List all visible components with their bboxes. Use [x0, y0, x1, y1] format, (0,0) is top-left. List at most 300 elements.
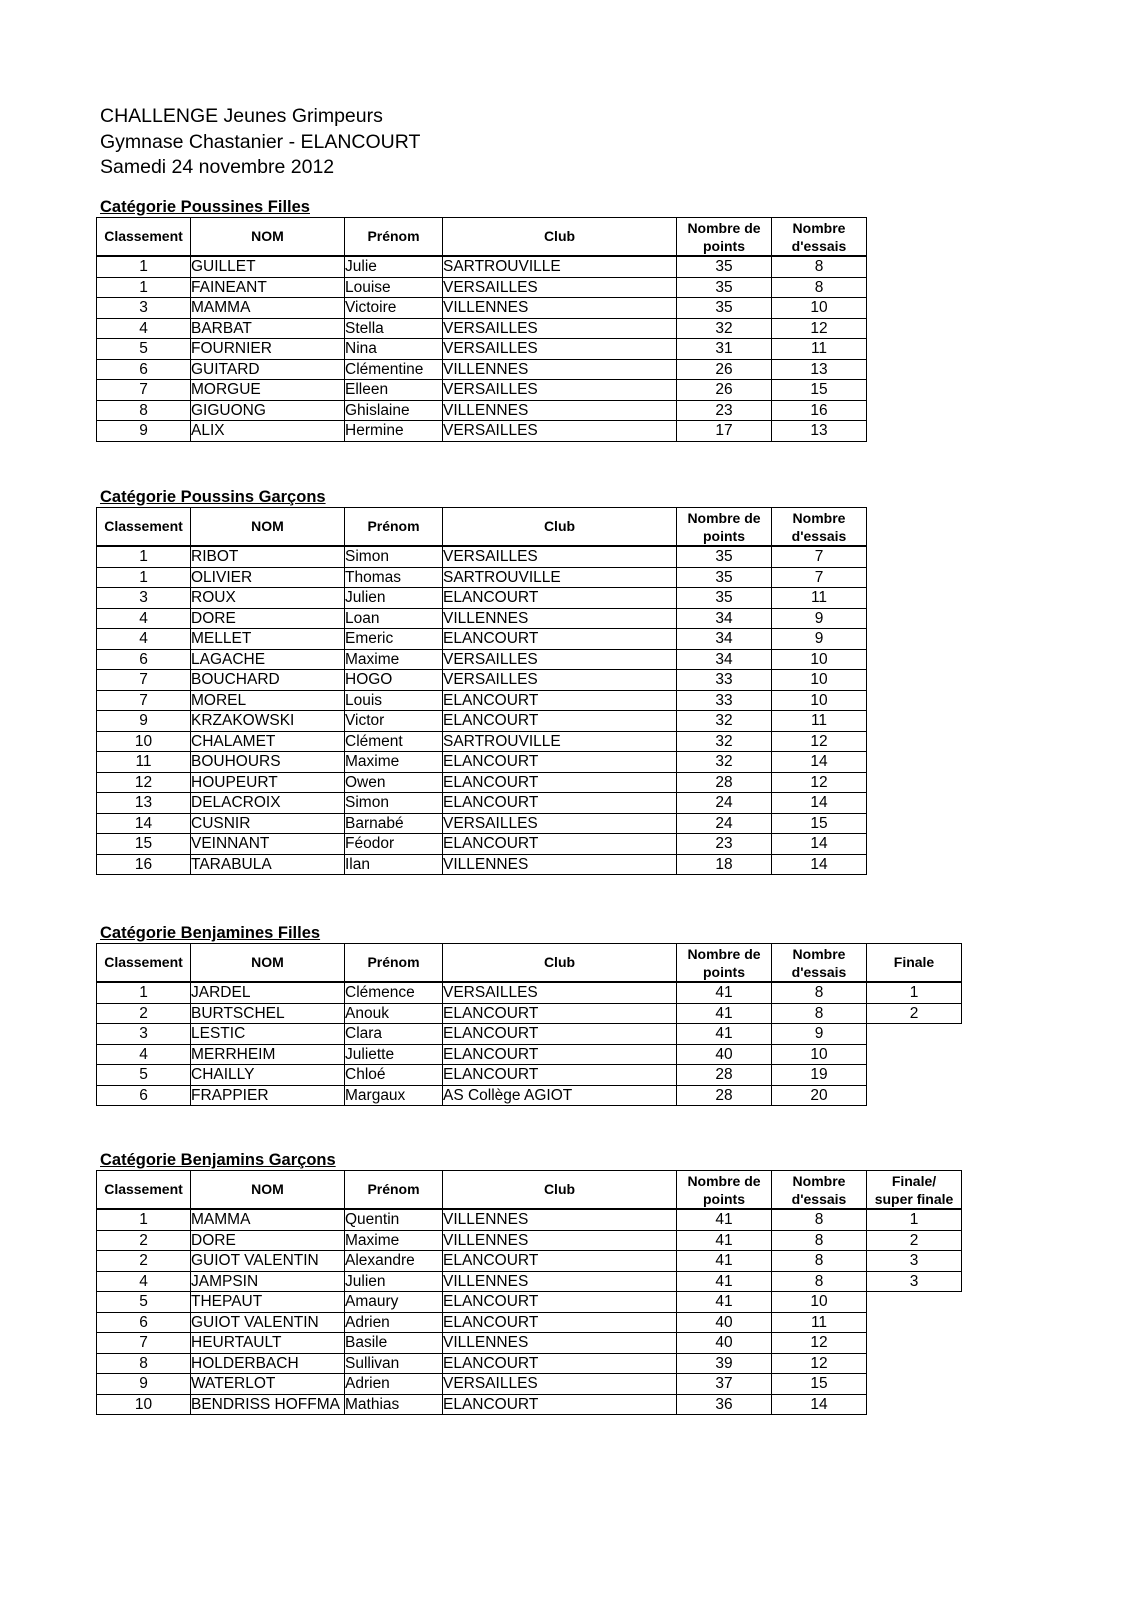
- club-cell: VERSAILLES: [443, 1374, 677, 1395]
- nom-cell: THEPAUT: [191, 1292, 345, 1313]
- col-essais-header: [772, 508, 867, 547]
- points-cell: 34: [677, 629, 772, 650]
- finale-cell: 1: [867, 982, 962, 1003]
- rank-cell: 8: [97, 400, 191, 421]
- table-row: [97, 1230, 962, 1251]
- essais-cell: 12: [772, 318, 867, 339]
- header-line: Nombre de: [687, 509, 761, 526]
- prenom-cell: Juliette: [345, 1044, 443, 1065]
- table-row: [97, 256, 867, 277]
- col-rank-header: Classement: [97, 1171, 191, 1210]
- results-table: [96, 943, 962, 1106]
- nom-cell: OLIVIER: [191, 567, 345, 588]
- table-row: [97, 1333, 962, 1354]
- prenom-cell: Loan: [345, 608, 443, 629]
- empty-cell: [867, 1065, 962, 1086]
- points-cell: 33: [677, 690, 772, 711]
- section-poussines-filles: [96, 198, 867, 442]
- section-benjamines-filles: [96, 924, 962, 1106]
- nom-cell: GUILLET: [191, 256, 345, 277]
- finale-cell: 3: [867, 1251, 962, 1272]
- col-prenom-header: Prénom: [345, 1171, 443, 1210]
- table-row: [97, 546, 867, 567]
- club-cell: VERSAILLES: [443, 421, 677, 442]
- table-row: [97, 793, 867, 814]
- essais-cell: 7: [772, 546, 867, 567]
- header-row: [97, 508, 867, 547]
- points-cell: 41: [677, 1292, 772, 1313]
- prenom-cell: Barnabé: [345, 813, 443, 834]
- table-row: [97, 1394, 962, 1415]
- prenom-cell: Victoire: [345, 298, 443, 319]
- club-cell: ELANCOURT: [443, 1353, 677, 1374]
- nom-cell: CHAILLY: [191, 1065, 345, 1086]
- points-cell: 35: [677, 567, 772, 588]
- prenom-cell: Maxime: [345, 649, 443, 670]
- essais-cell: 10: [772, 1292, 867, 1313]
- header-line: d'essais: [791, 1190, 847, 1207]
- points-cell: 35: [677, 277, 772, 298]
- table-row: [97, 380, 867, 401]
- club-cell: VERSAILLES: [443, 813, 677, 834]
- section-title: Catégorie Benjamines Filles: [100, 924, 321, 942]
- empty-cell: [867, 1085, 962, 1106]
- points-cell: 31: [677, 339, 772, 360]
- essais-cell: 8: [772, 1209, 867, 1230]
- col-rank-header: Classement: [97, 944, 191, 983]
- club-cell: VERSAILLES: [443, 318, 677, 339]
- nom-cell: WATERLOT: [191, 1374, 345, 1395]
- essais-cell: 10: [772, 690, 867, 711]
- rank-cell: 9: [97, 1374, 191, 1395]
- nom-cell: LESTIC: [191, 1024, 345, 1045]
- club-cell: ELANCOURT: [443, 1044, 677, 1065]
- table-row: [97, 1065, 962, 1086]
- points-cell: 17: [677, 421, 772, 442]
- club-cell: VERSAILLES: [443, 339, 677, 360]
- prenom-cell: Julien: [345, 588, 443, 609]
- essais-cell: 10: [772, 298, 867, 319]
- empty-cell: [867, 1353, 962, 1374]
- nom-cell: JAMPSIN: [191, 1271, 345, 1292]
- table-row: [97, 1374, 962, 1395]
- rank-cell: 6: [97, 1312, 191, 1333]
- rank-cell: 2: [97, 1251, 191, 1272]
- rank-cell: 4: [97, 629, 191, 650]
- rank-cell: 14: [97, 813, 191, 834]
- prenom-cell: Thomas: [345, 567, 443, 588]
- prenom-cell: Ilan: [345, 854, 443, 875]
- nom-cell: MOREL: [191, 690, 345, 711]
- empty-cell: [867, 1292, 962, 1313]
- prenom-cell: Julie: [345, 256, 443, 277]
- points-cell: 28: [677, 772, 772, 793]
- essais-cell: 13: [772, 359, 867, 380]
- col-points-header: [677, 508, 772, 547]
- prenom-cell: Emeric: [345, 629, 443, 650]
- nom-cell: BURTSCHEL: [191, 1003, 345, 1024]
- points-cell: 26: [677, 359, 772, 380]
- table-row: [97, 588, 867, 609]
- header-line: Nombre de: [687, 945, 761, 962]
- essais-cell: 14: [772, 834, 867, 855]
- points-cell: 41: [677, 1271, 772, 1292]
- rank-cell: 5: [97, 1292, 191, 1313]
- col-club-header: Club: [443, 1171, 677, 1210]
- section-benjamins-garcons: [96, 1151, 962, 1415]
- table-row: [97, 400, 867, 421]
- col-essais-header: [772, 944, 867, 983]
- nom-cell: BOUCHARD: [191, 670, 345, 691]
- nom-cell: ALIX: [191, 421, 345, 442]
- points-cell: 32: [677, 318, 772, 339]
- nom-cell: MORGUE: [191, 380, 345, 401]
- nom-cell: DELACROIX: [191, 793, 345, 814]
- club-cell: ELANCOURT: [443, 1024, 677, 1045]
- points-cell: 40: [677, 1312, 772, 1333]
- prenom-cell: Hermine: [345, 421, 443, 442]
- nom-cell: CUSNIR: [191, 813, 345, 834]
- points-cell: 41: [677, 1003, 772, 1024]
- col-nom-header: NOM: [191, 944, 345, 983]
- col-points-header: [677, 944, 772, 983]
- essais-cell: 14: [772, 793, 867, 814]
- table-row: [97, 318, 867, 339]
- table-row: [97, 1085, 962, 1106]
- table-row: [97, 1271, 962, 1292]
- nom-cell: FOURNIER: [191, 339, 345, 360]
- table-row: [97, 1209, 962, 1230]
- nom-cell: FRAPPIER: [191, 1085, 345, 1106]
- nom-cell: TARABULA: [191, 854, 345, 875]
- points-cell: 32: [677, 752, 772, 773]
- points-cell: 41: [677, 1024, 772, 1045]
- prenom-cell: Quentin: [345, 1209, 443, 1230]
- club-cell: VILLENNES: [443, 359, 677, 380]
- club-cell: ELANCOURT: [443, 1065, 677, 1086]
- table-row: [97, 1024, 962, 1045]
- table-row: [97, 629, 867, 650]
- col-essais-header: [772, 1171, 867, 1210]
- club-cell: VILLENNES: [443, 608, 677, 629]
- prenom-cell: Féodor: [345, 834, 443, 855]
- rank-cell: 1: [97, 1209, 191, 1230]
- prenom-cell: Alexandre: [345, 1251, 443, 1272]
- prenom-cell: Mathias: [345, 1394, 443, 1415]
- club-cell: VILLENNES: [443, 854, 677, 875]
- essais-cell: 15: [772, 813, 867, 834]
- points-cell: 32: [677, 711, 772, 732]
- col-club-header: Club: [443, 218, 677, 257]
- points-cell: 35: [677, 256, 772, 277]
- prenom-cell: Adrien: [345, 1374, 443, 1395]
- points-cell: 36: [677, 1394, 772, 1415]
- nom-cell: RIBOT: [191, 546, 345, 567]
- header-line: super finale: [874, 1190, 954, 1207]
- prenom-cell: Maxime: [345, 1230, 443, 1251]
- header-line: d'essais: [791, 237, 847, 254]
- col-points-header: [677, 1171, 772, 1210]
- rank-cell: 10: [97, 1394, 191, 1415]
- essais-cell: 8: [772, 1003, 867, 1024]
- nom-cell: CHALAMET: [191, 731, 345, 752]
- rank-cell: 1: [97, 982, 191, 1003]
- table-row: [97, 1353, 962, 1374]
- points-cell: 33: [677, 670, 772, 691]
- essais-cell: 9: [772, 608, 867, 629]
- header-line: points: [703, 963, 745, 980]
- nom-cell: BOUHOURS: [191, 752, 345, 773]
- club-cell: ELANCOURT: [443, 793, 677, 814]
- nom-cell: HEURTAULT: [191, 1333, 345, 1354]
- prenom-cell: Clara: [345, 1024, 443, 1045]
- table-row: [97, 690, 867, 711]
- finale-cell: 3: [867, 1271, 962, 1292]
- section-title: Catégorie Poussins Garçons: [100, 488, 326, 506]
- points-cell: 39: [677, 1353, 772, 1374]
- club-cell: ELANCOURT: [443, 1394, 677, 1415]
- points-cell: 41: [677, 982, 772, 1003]
- section-title: Catégorie Benjamins Garçons: [100, 1151, 336, 1169]
- header-line: points: [703, 527, 745, 544]
- table-row: [97, 1292, 962, 1313]
- col-club-header: Club: [443, 508, 677, 547]
- essais-cell: 15: [772, 1374, 867, 1395]
- table-row: [97, 731, 867, 752]
- prenom-cell: Stella: [345, 318, 443, 339]
- empty-cell: [867, 1044, 962, 1065]
- prenom-cell: Margaux: [345, 1085, 443, 1106]
- nom-cell: BARBAT: [191, 318, 345, 339]
- prenom-cell: Simon: [345, 546, 443, 567]
- points-cell: 34: [677, 608, 772, 629]
- nom-cell: HOLDERBACH: [191, 1353, 345, 1374]
- prenom-cell: Simon: [345, 793, 443, 814]
- table-row: [97, 359, 867, 380]
- essais-cell: 14: [772, 1394, 867, 1415]
- prenom-cell: Julien: [345, 1271, 443, 1292]
- points-cell: 35: [677, 546, 772, 567]
- essais-cell: 11: [772, 339, 867, 360]
- col-essais-header: [772, 218, 867, 257]
- empty-cell: [867, 1333, 962, 1354]
- essais-cell: 19: [772, 1065, 867, 1086]
- header-line: d'essais: [791, 527, 847, 544]
- essais-cell: 12: [772, 1353, 867, 1374]
- nom-cell: VEINNANT: [191, 834, 345, 855]
- results-table: [96, 507, 867, 875]
- nom-cell: DORE: [191, 608, 345, 629]
- prenom-cell: Victor: [345, 711, 443, 732]
- points-cell: 28: [677, 1085, 772, 1106]
- finale-cell: 2: [867, 1230, 962, 1251]
- rank-cell: 2: [97, 1230, 191, 1251]
- rank-cell: 9: [97, 711, 191, 732]
- section-poussins-garcons: [96, 488, 867, 875]
- nom-cell: GUIOT VALENTIN: [191, 1312, 345, 1333]
- club-cell: ELANCOURT: [443, 772, 677, 793]
- points-cell: 41: [677, 1251, 772, 1272]
- rank-cell: 4: [97, 1271, 191, 1292]
- points-cell: 35: [677, 298, 772, 319]
- rank-cell: 7: [97, 1333, 191, 1354]
- rank-cell: 2: [97, 1003, 191, 1024]
- table-row: [97, 649, 867, 670]
- rank-cell: 7: [97, 380, 191, 401]
- club-cell: VERSAILLES: [443, 670, 677, 691]
- points-cell: 26: [677, 380, 772, 401]
- rank-cell: 11: [97, 752, 191, 773]
- rank-cell: 4: [97, 318, 191, 339]
- rank-cell: 4: [97, 608, 191, 629]
- nom-cell: JARDEL: [191, 982, 345, 1003]
- finale-cell: 1: [867, 1209, 962, 1230]
- prenom-cell: Ghislaine: [345, 400, 443, 421]
- table-row: [97, 339, 867, 360]
- nom-cell: MELLET: [191, 629, 345, 650]
- essais-cell: 13: [772, 421, 867, 442]
- col-prenom-header: Prénom: [345, 218, 443, 257]
- essais-cell: 10: [772, 670, 867, 691]
- empty-cell: [867, 1312, 962, 1333]
- rank-cell: 13: [97, 793, 191, 814]
- col-rank-header: Classement: [97, 218, 191, 257]
- club-cell: ELANCOURT: [443, 834, 677, 855]
- results-table: [96, 217, 867, 442]
- club-cell: ELANCOURT: [443, 690, 677, 711]
- rank-cell: 6: [97, 1085, 191, 1106]
- col-finale-header: [867, 1171, 962, 1210]
- rank-cell: 9: [97, 421, 191, 442]
- essais-cell: 7: [772, 567, 867, 588]
- prenom-cell: Clémentine: [345, 359, 443, 380]
- club-cell: ELANCOURT: [443, 588, 677, 609]
- table-row: [97, 421, 867, 442]
- prenom-cell: Chloé: [345, 1065, 443, 1086]
- empty-cell: [867, 1024, 962, 1045]
- club-cell: VILLENNES: [443, 400, 677, 421]
- table-row: [97, 752, 867, 773]
- rank-cell: 7: [97, 690, 191, 711]
- nom-cell: MERRHEIM: [191, 1044, 345, 1065]
- header-line: Nombre: [792, 1172, 846, 1189]
- header-line: Nombre de: [687, 1172, 761, 1189]
- prenom-cell: Clémence: [345, 982, 443, 1003]
- points-cell: 23: [677, 400, 772, 421]
- section-title: Catégorie Poussines Filles: [100, 198, 310, 216]
- rank-cell: 3: [97, 588, 191, 609]
- essais-cell: 10: [772, 649, 867, 670]
- club-cell: VERSAILLES: [443, 982, 677, 1003]
- table-row: [97, 1251, 962, 1272]
- nom-cell: MAMMA: [191, 1209, 345, 1230]
- rank-cell: 15: [97, 834, 191, 855]
- header-row: [97, 1171, 962, 1210]
- essais-cell: 8: [772, 277, 867, 298]
- nom-cell: GIGUONG: [191, 400, 345, 421]
- prenom-cell: Anouk: [345, 1003, 443, 1024]
- rank-cell: 16: [97, 854, 191, 875]
- col-nom-header: NOM: [191, 1171, 345, 1210]
- col-prenom-header: Prénom: [345, 944, 443, 983]
- col-rank-header: Classement: [97, 508, 191, 547]
- essais-cell: 9: [772, 1024, 867, 1045]
- club-cell: VERSAILLES: [443, 277, 677, 298]
- nom-cell: BENDRISS HOFFMA: [191, 1394, 345, 1415]
- rank-cell: 4: [97, 1044, 191, 1065]
- rank-cell: 12: [97, 772, 191, 793]
- rank-cell: 1: [97, 256, 191, 277]
- club-cell: AS Collège AGIOT: [443, 1085, 677, 1106]
- prenom-cell: Sullivan: [345, 1353, 443, 1374]
- table-row: [97, 608, 867, 629]
- header-row: [97, 218, 867, 257]
- points-cell: 40: [677, 1333, 772, 1354]
- prenom-cell: Amaury: [345, 1292, 443, 1313]
- points-cell: 41: [677, 1209, 772, 1230]
- table-row: [97, 813, 867, 834]
- essais-cell: 10: [772, 1044, 867, 1065]
- essais-cell: 12: [772, 1333, 867, 1354]
- col-nom-header: NOM: [191, 218, 345, 257]
- rank-cell: 6: [97, 649, 191, 670]
- essais-cell: 11: [772, 588, 867, 609]
- points-cell: 18: [677, 854, 772, 875]
- club-cell: ELANCOURT: [443, 1003, 677, 1024]
- club-cell: ELANCOURT: [443, 1292, 677, 1313]
- club-cell: ELANCOURT: [443, 752, 677, 773]
- table-row: [97, 670, 867, 691]
- essais-cell: 8: [772, 1251, 867, 1272]
- col-nom-header: NOM: [191, 508, 345, 547]
- header-line: Nombre: [792, 509, 846, 526]
- club-cell: VILLENNES: [443, 1209, 677, 1230]
- points-cell: 40: [677, 1044, 772, 1065]
- club-cell: SARTROUVILLE: [443, 256, 677, 277]
- essais-cell: 12: [772, 772, 867, 793]
- prenom-cell: Nina: [345, 339, 443, 360]
- header-line: Nombre de: [687, 219, 761, 236]
- points-cell: 37: [677, 1374, 772, 1395]
- results-table: [96, 1170, 962, 1415]
- points-cell: 23: [677, 834, 772, 855]
- header-line: d'essais: [791, 963, 847, 980]
- table-row: [97, 711, 867, 732]
- table-row: [97, 854, 867, 875]
- rank-cell: 1: [97, 567, 191, 588]
- essais-cell: 15: [772, 380, 867, 401]
- essais-cell: 8: [772, 1230, 867, 1251]
- essais-cell: 16: [772, 400, 867, 421]
- points-cell: 28: [677, 1065, 772, 1086]
- table-row: [97, 277, 867, 298]
- essais-cell: 8: [772, 982, 867, 1003]
- club-cell: SARTROUVILLE: [443, 567, 677, 588]
- essais-cell: 9: [772, 629, 867, 650]
- points-cell: 32: [677, 731, 772, 752]
- header-row: [97, 944, 962, 983]
- table-row: [97, 567, 867, 588]
- table-row: [97, 772, 867, 793]
- header-line: Finale/: [891, 1172, 937, 1189]
- header-line: points: [703, 237, 745, 254]
- rank-cell: 1: [97, 277, 191, 298]
- club-cell: ELANCOURT: [443, 1251, 677, 1272]
- rank-cell: 5: [97, 1065, 191, 1086]
- points-cell: 24: [677, 793, 772, 814]
- club-cell: VILLENNES: [443, 298, 677, 319]
- prenom-cell: Basile: [345, 1333, 443, 1354]
